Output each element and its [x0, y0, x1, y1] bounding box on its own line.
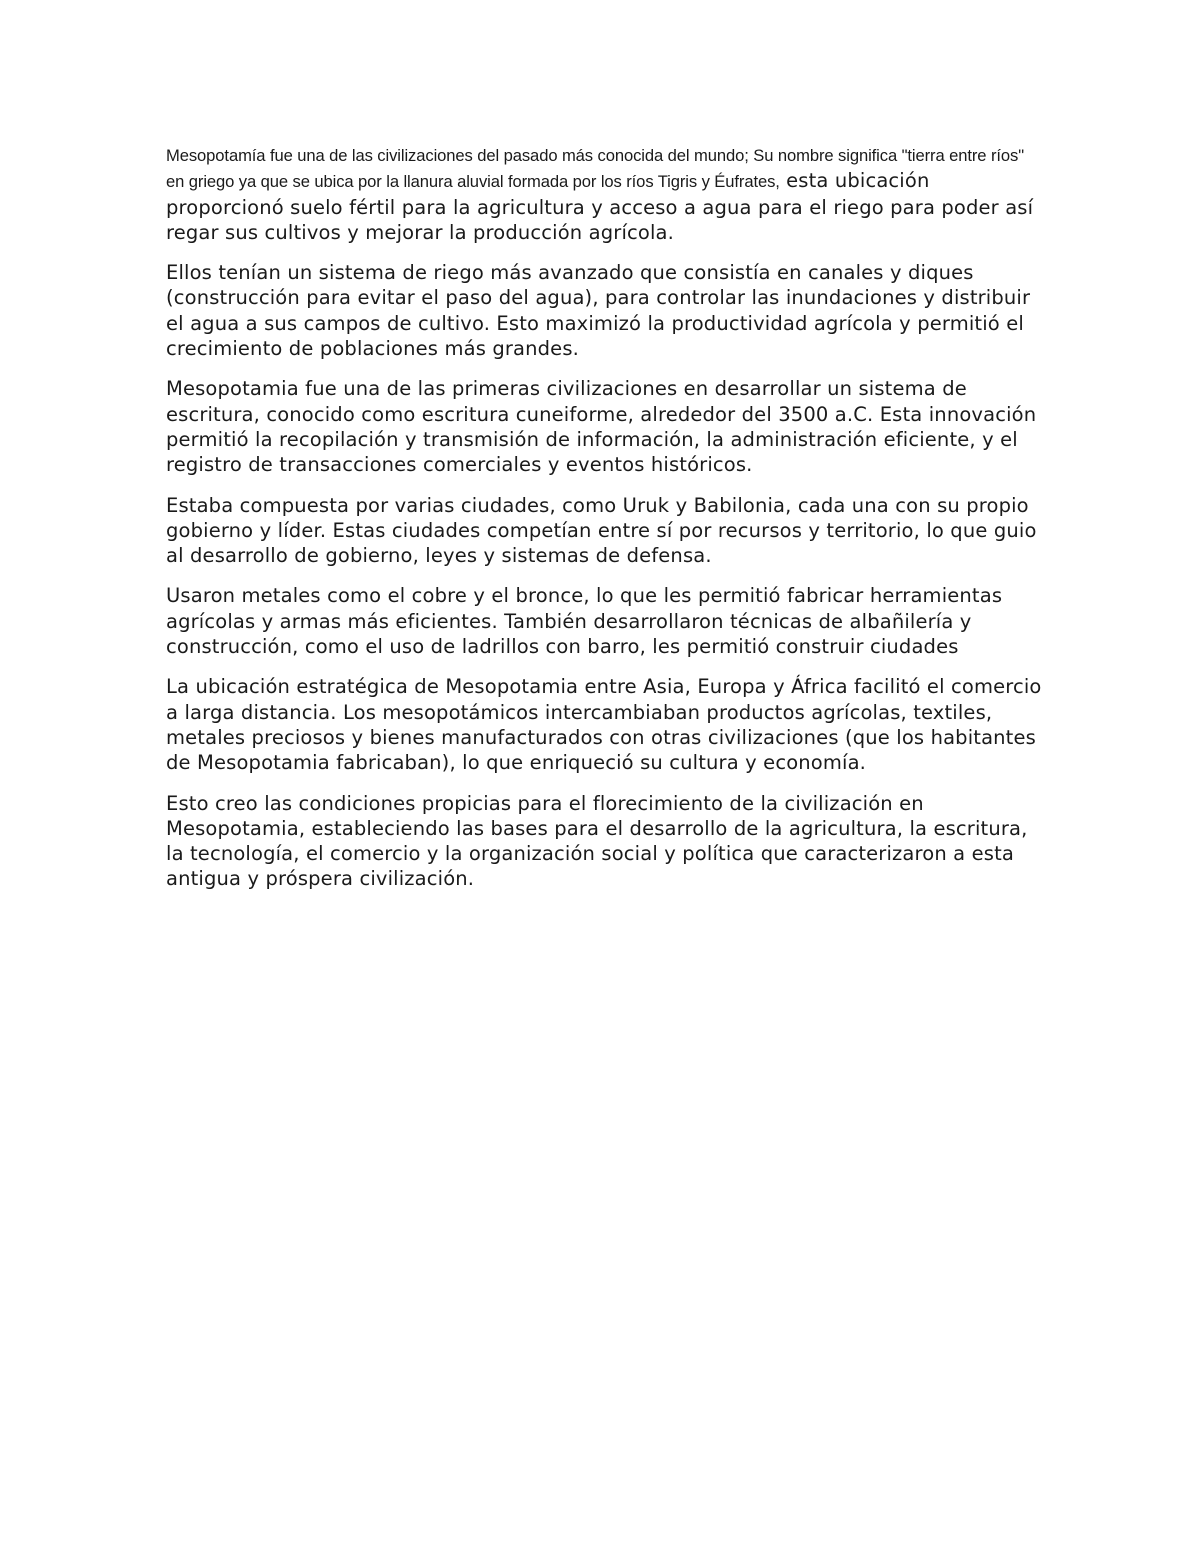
- paragraph-6: La ubicación estratégica de Mesopotamia entre Asia, Europa y África facilitó el comercio a larga distancia. Los mesopotámicos intercambiaban productos agrícolas, textiles, metales preciosos y bienes manufacturados con otras civilizaciones (que los habitantes de Mesopotamia fabricaban), lo que enriqueció su cultura y economía.: [166, 675, 1042, 775]
- paragraph-1-lead: Mesopotamía fue una de las civilizaciones del pasado más conocida del mundo; Su nombre significa "tierra entre ríos" en griego ya que se ubica por la llanura aluvial formada por los ríos Tigris y Éufrates,: [166, 146, 1024, 192]
- document-body: [166, 142, 1046, 907]
- paragraph-1-text: esta ubicación proporcionó suelo fértil para la agricultura y acceso a agua para el riego para poder así regar sus cultivos y mejorar la producción agrícola.: [166, 169, 1034, 244]
- paragraph-3: Mesopotamia fue una de las primeras civilizaciones en desarrollar un sistema de escritura, conocido como escritura cuneiforme, alrededor del 3500 a.C. Esta innovación permitió la recopilación y transmisión de información, la administración eficiente, y el registro de transacciones comerciales y eventos históricos.: [166, 377, 1037, 477]
- paragraph-2: Ellos tenían un sistema de riego más avanzado que consistía en canales y diques (construcción para evitar el paso del agua), para controlar las inundaciones y distribuir el agua a sus campos de cultivo. Esto maximizó la productividad agrícola y permitió el crecimiento de poblaciones más grandes.: [166, 261, 1031, 361]
- paragraph-4: Estaba compuesta por varias ciudades, como Uruk y Babilonia, cada una con su propio gobierno y líder. Estas ciudades competían entre sí por recursos y territorio, lo que guio al desarrollo de gobierno, leyes y sistemas de defensa.: [166, 493, 1037, 568]
- paragraph-7: Esto creo las condiciones propicias para el florecimiento de la civilización en Mesopotamia, estableciendo las bases para el desarrollo de la agricultura, la escritura, la tecnología, el comercio y la organización social y política que caracterizaron a esta antigua y próspera civilización.: [166, 791, 1028, 891]
- paragraph-5: Usaron metales como el cobre y el bronce, lo que les permitió fabricar herramientas agrícolas y armas más eficientes. También desarrollaron técnicas de albañilería y construcción, como el uso de ladrillos con barro, les permitió construir ciudades: [166, 584, 1003, 659]
- paragraph-1: [166, 142, 1046, 245]
